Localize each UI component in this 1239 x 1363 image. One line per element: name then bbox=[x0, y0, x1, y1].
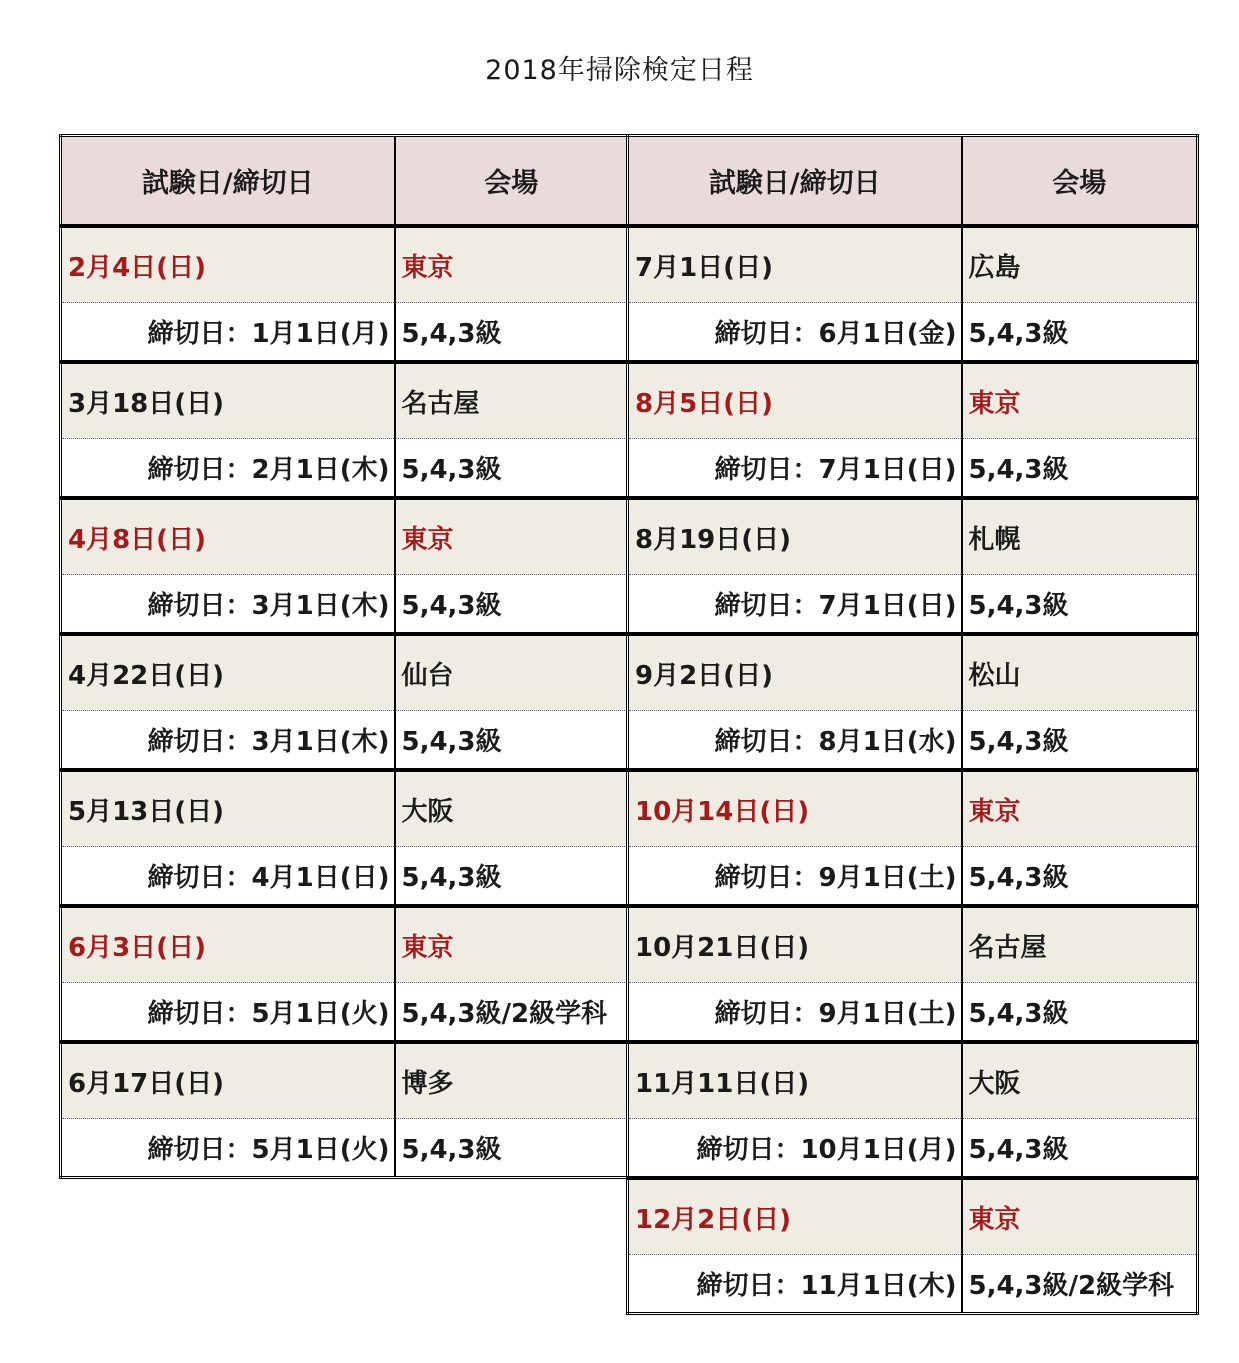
exam-date: 10月14日(日) bbox=[628, 770, 962, 847]
exam-date: 5月13日(日) bbox=[61, 770, 395, 847]
exam-row bbox=[628, 770, 1198, 847]
exam-date: 8月5日(日) bbox=[628, 362, 962, 439]
exam-row bbox=[628, 1178, 1198, 1255]
deadline-row bbox=[61, 1119, 629, 1178]
exam-row bbox=[61, 634, 629, 711]
exam-venue: 東京 bbox=[395, 498, 629, 575]
exam-grades: 5,4,3級 bbox=[395, 847, 629, 907]
deadline-row bbox=[628, 983, 1198, 1043]
exam-row bbox=[628, 226, 1198, 303]
exam-row bbox=[628, 634, 1198, 711]
exam-venue: 東京 bbox=[395, 906, 629, 983]
exam-grades: 5,4,3級 bbox=[962, 847, 1198, 907]
exam-row bbox=[61, 226, 629, 303]
exam-row bbox=[61, 498, 629, 575]
deadline-row bbox=[628, 711, 1198, 771]
exam-row bbox=[628, 906, 1198, 983]
exam-date: 6月3日(日) bbox=[61, 906, 395, 983]
deadline-row bbox=[61, 983, 629, 1043]
exam-row bbox=[628, 498, 1198, 575]
exam-date: 4月22日(日) bbox=[61, 634, 395, 711]
exam-row bbox=[61, 1042, 629, 1119]
page-title: 2018年掃除検定日程 bbox=[485, 55, 754, 86]
exam-venue: 東京 bbox=[962, 362, 1198, 439]
deadline-date: 締切日：1月1日(月) bbox=[61, 303, 395, 363]
deadline-date: 締切日：3月1日(木) bbox=[61, 711, 395, 771]
exam-grades: 5,4,3級 bbox=[962, 983, 1198, 1043]
exam-venue: 東京 bbox=[962, 770, 1198, 847]
exam-grades: 5,4,3級 bbox=[395, 575, 629, 635]
exam-grades: 5,4,3級/2級学科 bbox=[395, 983, 629, 1043]
deadline-row bbox=[628, 575, 1198, 635]
schedule-table-right bbox=[626, 134, 1199, 1315]
deadline-date: 締切日：9月1日(土) bbox=[628, 983, 962, 1043]
exam-date: 4月8日(日) bbox=[61, 498, 395, 575]
exam-grades: 5,4,3級 bbox=[962, 439, 1198, 499]
header-venue: 会場 bbox=[395, 136, 629, 227]
exam-venue: 札幌 bbox=[962, 498, 1198, 575]
exam-venue: 名古屋 bbox=[962, 906, 1198, 983]
exam-row bbox=[61, 906, 629, 983]
exam-venue: 東京 bbox=[962, 1178, 1198, 1255]
deadline-date: 締切日：5月1日(火) bbox=[61, 1119, 395, 1178]
exam-date: 9月2日(日) bbox=[628, 634, 962, 711]
exam-venue: 名古屋 bbox=[395, 362, 629, 439]
table-header-row bbox=[628, 136, 1198, 227]
exam-venue: 松山 bbox=[962, 634, 1198, 711]
exam-grades: 5,4,3級 bbox=[395, 711, 629, 771]
exam-row bbox=[628, 362, 1198, 439]
deadline-date: 締切日：9月1日(土) bbox=[628, 847, 962, 907]
exam-venue: 大阪 bbox=[395, 770, 629, 847]
exam-row bbox=[628, 1042, 1198, 1119]
deadline-date: 締切日：8月1日(水) bbox=[628, 711, 962, 771]
deadline-date: 締切日：4月1日(日) bbox=[61, 847, 395, 907]
deadline-date: 締切日：6月1日(金) bbox=[628, 303, 962, 363]
deadline-row bbox=[628, 1119, 1198, 1179]
deadline-row bbox=[61, 847, 629, 907]
exam-grades: 5,4,3級 bbox=[962, 303, 1198, 363]
exam-grades: 5,4,3級/2級学科 bbox=[962, 1255, 1198, 1314]
exam-date: 12月2日(日) bbox=[628, 1178, 962, 1255]
deadline-row bbox=[628, 1255, 1198, 1314]
deadline-row bbox=[628, 847, 1198, 907]
exam-grades: 5,4,3級 bbox=[962, 1119, 1198, 1179]
exam-date: 7月1日(日) bbox=[628, 226, 962, 303]
header-date: 試験日/締切日 bbox=[628, 136, 962, 227]
deadline-row bbox=[628, 439, 1198, 499]
deadline-row bbox=[61, 575, 629, 635]
exam-venue: 仙台 bbox=[395, 634, 629, 711]
deadline-date: 締切日：11月1日(木) bbox=[628, 1255, 962, 1314]
deadline-row bbox=[61, 711, 629, 771]
deadline-date: 締切日：5月1日(火) bbox=[61, 983, 395, 1043]
deadline-date: 締切日：7月1日(日) bbox=[628, 439, 962, 499]
exam-venue: 大阪 bbox=[962, 1042, 1198, 1119]
deadline-row bbox=[61, 303, 629, 363]
exam-grades: 5,4,3級 bbox=[395, 1119, 629, 1178]
exam-date: 8月19日(日) bbox=[628, 498, 962, 575]
deadline-date: 締切日：10月1日(月) bbox=[628, 1119, 962, 1179]
exam-date: 3月18日(日) bbox=[61, 362, 395, 439]
exam-venue: 広島 bbox=[962, 226, 1198, 303]
exam-date: 10月21日(日) bbox=[628, 906, 962, 983]
deadline-row bbox=[628, 303, 1198, 363]
exam-date: 6月17日(日) bbox=[61, 1042, 395, 1119]
exam-grades: 5,4,3級 bbox=[395, 439, 629, 499]
exam-grades: 5,4,3級 bbox=[962, 575, 1198, 635]
table-header-row bbox=[61, 136, 629, 227]
exam-row bbox=[61, 770, 629, 847]
exam-date: 2月4日(日) bbox=[61, 226, 395, 303]
exam-grades: 5,4,3級 bbox=[395, 303, 629, 363]
exam-date: 11月11日(日) bbox=[628, 1042, 962, 1119]
schedule-table-left bbox=[59, 134, 630, 1179]
exam-venue: 東京 bbox=[395, 226, 629, 303]
exam-row bbox=[61, 362, 629, 439]
exam-venue: 博多 bbox=[395, 1042, 629, 1119]
deadline-date: 締切日：7月1日(日) bbox=[628, 575, 962, 635]
header-venue: 会場 bbox=[962, 136, 1198, 227]
deadline-row bbox=[61, 439, 629, 499]
deadline-date: 締切日：3月1日(木) bbox=[61, 575, 395, 635]
deadline-date: 締切日：2月1日(木) bbox=[61, 439, 395, 499]
exam-grades: 5,4,3級 bbox=[962, 711, 1198, 771]
header-date: 試験日/締切日 bbox=[61, 136, 395, 227]
